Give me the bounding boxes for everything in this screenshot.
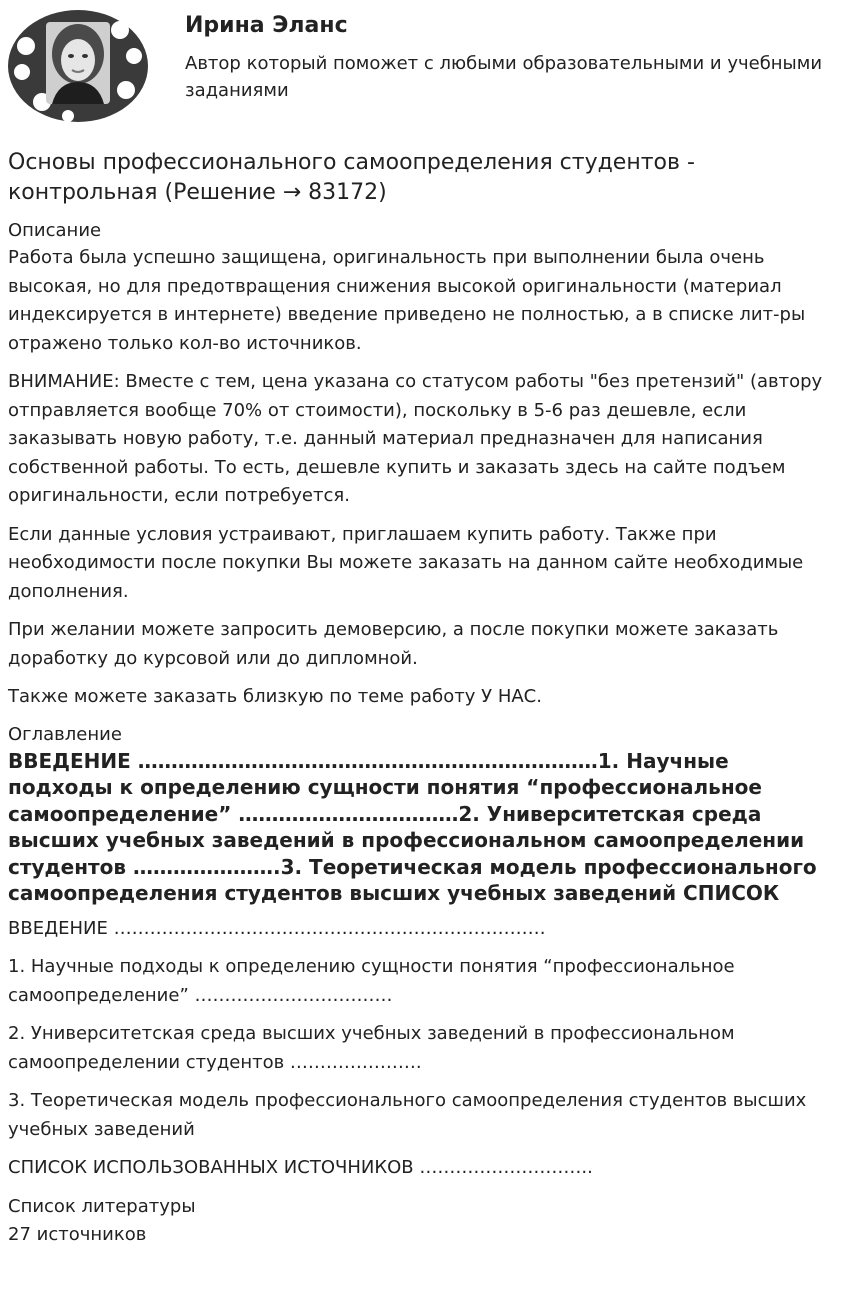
toc-item: ВВЕДЕНИЕ ……………………………………………………………… xyxy=(8,917,546,939)
toc-item: 1. Научные подходы к определению сущности понятия “профессиональное самоопределение” …………………………… xyxy=(8,956,735,1006)
toc-item: 3. Теоретическая модель профессионального самоопределения студентов высших учебных заведений xyxy=(8,1090,807,1140)
work-title: Основы профессионального самоопределения студентов - контрольная (Решение → 83172) xyxy=(8,150,695,205)
description-paragraph: ВНИМАНИЕ: Вместе с тем, цена указана со статусом работы "без претензий" (автору отправляется вообще 70% от стоимости), поскольку в 5-6 раз дешевле, если заказывать новую работу, т.е. данный материал предназначен для написания собственной работы. То есть, дешевле купить и заказать здесь на сайте подъем оригинальности, если потребуется. xyxy=(8,371,823,506)
description-paragraph: При желании можете запросить демоверсию, а после покупки можете заказать доработку до курсовой или до дипломной. xyxy=(8,619,779,669)
toc-item: 2. Университетская среда высших учебных заведений в профессиональном самоопределении студентов …………………. xyxy=(8,1023,735,1073)
author-tagline: Автор который поможет с любыми образовательными и учебными заданиями xyxy=(185,53,823,101)
toc-summary: ВВЕДЕНИЕ ……………………………………………………………1. Научные подходы к определению сущности понятия “профессиональное самоопределение” ……………………………2. Университетская среда высших учебных заведений в профессиональном самоопределении студентов ………………….3. Теоретическая модель профессионального самоопределения студентов высших учебных заведений СПИСОК xyxy=(8,748,817,905)
literature-heading: Список литературы xyxy=(8,1195,196,1217)
author-header xyxy=(0,0,847,140)
description-paragraph: Если данные условия устраивают, приглашаем купить работу. Также при необходимости после покупки Вы можете заказать на данном сайте необходимые дополнения. xyxy=(8,523,804,602)
description-heading: Описание xyxy=(8,220,102,241)
description-paragraph: Работа была успешно защищена, оригинальность при выполнении была очень высокая, но для предотвращения снижения высокой оригинальности (материал индексируется в интернете) введение приведено не полностью, а в списке лит-ры отражено только кол-во источников. xyxy=(8,247,806,354)
author-name[interactable]: Ирина Эланс xyxy=(185,13,348,38)
literature-count: 27 источников xyxy=(8,1223,147,1245)
toc-item: СПИСОК ИСПОЛЬЗОВАННЫХ ИСТОЧНИКОВ ……………………….. xyxy=(8,1157,593,1178)
toc-heading: Оглавление xyxy=(8,723,122,745)
work-content xyxy=(8,148,838,1249)
author-avatar xyxy=(8,6,150,126)
description-paragraph: Также можете заказать близкую по теме работу У НАС. xyxy=(8,686,542,707)
